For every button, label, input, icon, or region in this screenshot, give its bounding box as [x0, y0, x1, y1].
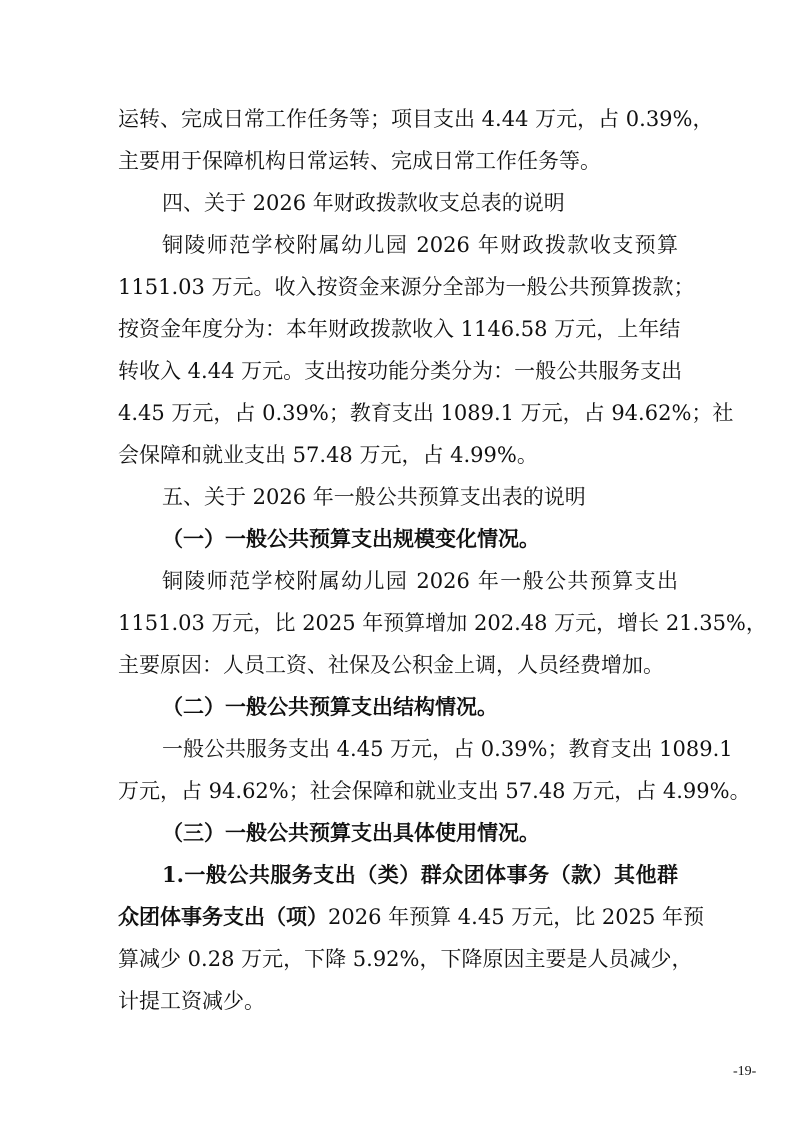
- item-heading-line: 1.一般公共服务支出（类）群众团体事务（款）其他群: [162, 862, 678, 887]
- mixed-paragraph-line: [118, 896, 705, 938]
- subsection-heading-1: （一）一般公共预算支出规模变化情况。: [162, 526, 540, 551]
- paragraph-line: 按资金年度分为：本年财政拨款收入 1146.58 万元，上年结: [118, 317, 681, 341]
- page-number: -19-: [733, 1064, 757, 1079]
- paragraph-line: 会保障和就业支出 57.48 万元，占 4.99%。: [118, 443, 538, 467]
- subsection-heading-3: （三）一般公共预算支出具体使用情况。: [162, 820, 540, 845]
- item-text: 2026 年预算 4.45 万元，比 2025 年预: [328, 905, 705, 929]
- paragraph-line: 1151.03 万元，比 2025 年预算增加 202.48 万元，增长 21.35%，: [118, 611, 767, 635]
- paragraph-line: 转收入 4.44 万元。支出按功能分类分为：一般公共服务支出: [118, 359, 683, 383]
- paragraph-line: 运转、完成日常工作任务等；项目支出 4.44 万元，占 0.39%，: [118, 107, 714, 131]
- subsection-heading-2: （二）一般公共预算支出结构情况。: [162, 694, 498, 719]
- item-heading-tail: 众团体事务支出（项）: [118, 904, 328, 929]
- paragraph-line: 算减少 0.28 万元，下降 5.92%，下降原因主要是人员减少，: [118, 947, 693, 971]
- section-heading-4: 四、关于 2026 年财政拨款收支总表的说明: [162, 191, 565, 215]
- document-body: [118, 98, 767, 1022]
- paragraph-line: 铜陵师范学校附属幼儿园 2026 年财政拨款收支预算: [162, 233, 678, 257]
- paragraph-line: 万元，占 94.62%；社会保障和就业支出 57.48 万元，占 4.99%。: [118, 779, 751, 803]
- paragraph-line: 1151.03 万元。收入按资金来源分全部为一般公共预算拨款；: [118, 275, 695, 299]
- section-heading-5: 五、关于 2026 年一般公共预算支出表的说明: [162, 485, 586, 509]
- paragraph-line: 4.45 万元，占 0.39%；教育支出 1089.1 万元，占 94.62%；社: [118, 401, 734, 425]
- paragraph-line: 铜陵师范学校附属幼儿园 2026 年一般公共预算支出: [162, 569, 678, 593]
- paragraph-line: 一般公共服务支出 4.45 万元，占 0.39%；教育支出 1089.1: [162, 737, 733, 761]
- paragraph-line: 计提工资减少。: [118, 989, 265, 1013]
- paragraph-line: 主要用于保障机构日常运转、完成日常工作任务等。: [118, 149, 601, 173]
- paragraph-line: 主要原因：人员工资、社保及公积金上调，人员经费增加。: [118, 653, 664, 677]
